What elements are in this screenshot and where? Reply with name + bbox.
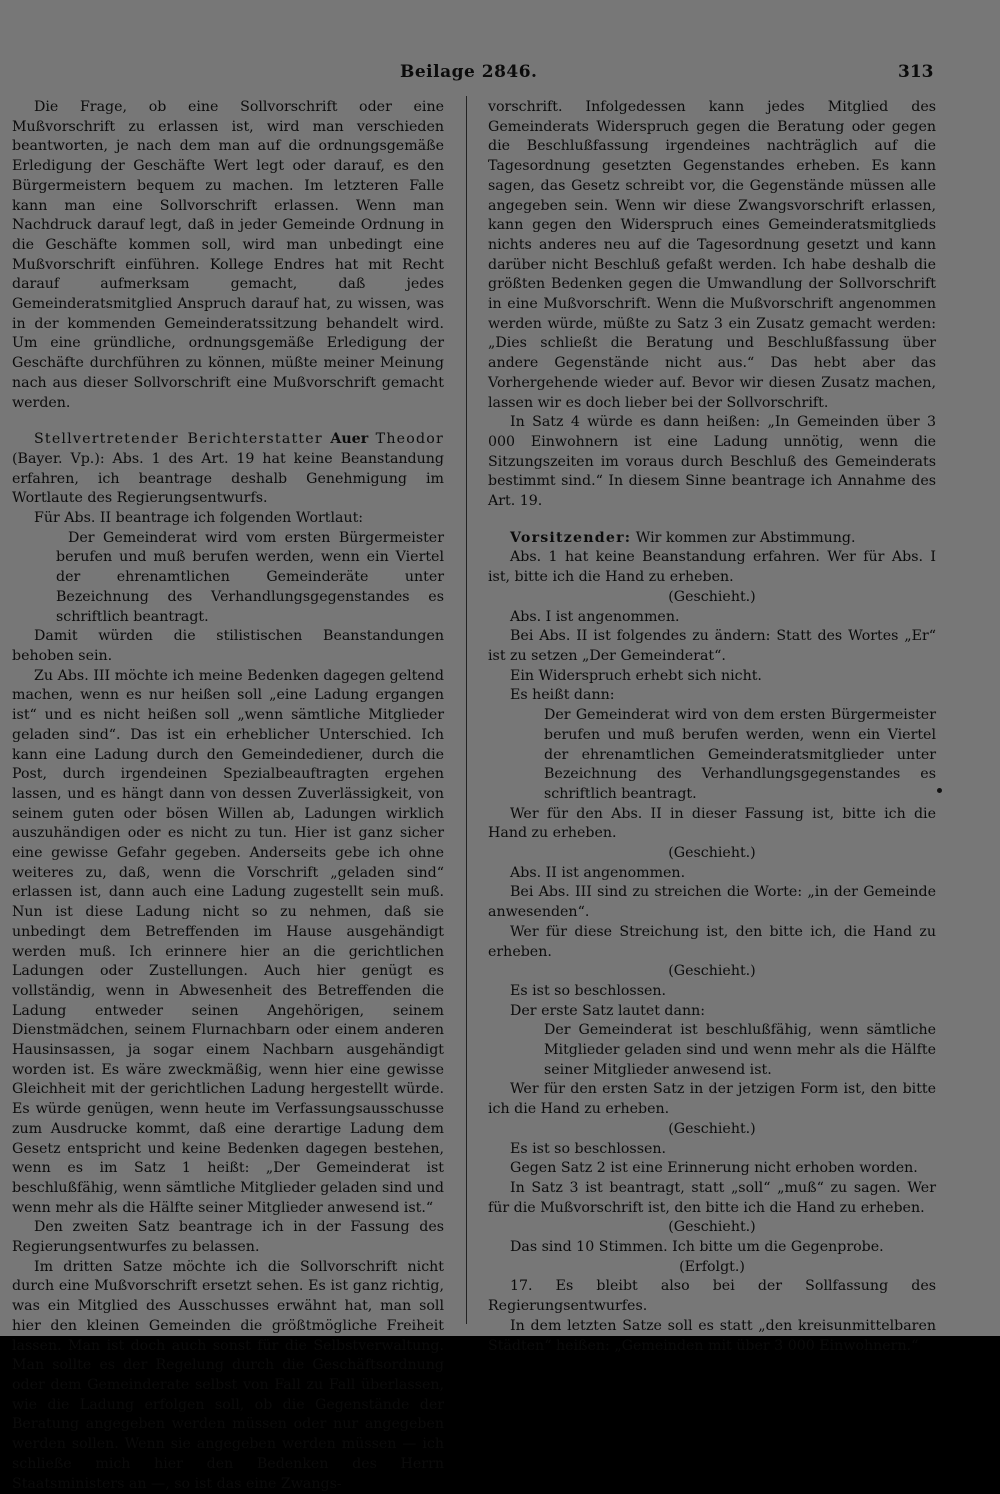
paragraph: Für Abs. II beantrage ich folgenden Wortlaut: [34, 510, 364, 527]
quoted-wording: Der Gemeinderat wird von dem ersten Bürgermeister berufen und muß berufen werden, wenn ein Viertel der ehrenamtlichen Gemeinderatsmitglieder unter Bezeichnung des Verhandlungsgegenstandes es schriftlich beantragt. [544, 707, 936, 802]
chair-text: Wir kommen zur Abstimmung. [635, 529, 856, 546]
paragraph: Gegen Satz 2 ist eine Erinnerung nicht erhoben worden. [510, 1160, 918, 1177]
chair-label: Vorsitzender: [510, 529, 632, 546]
paragraph: In Satz 3 ist beantragt, statt „soll“ „muß“ zu sagen. Wer für die Mußvorschrift ist, den bitte ich die Hand zu erheben. [488, 1179, 936, 1216]
page-header [0, 62, 1000, 86]
ink-dot [937, 788, 942, 793]
paragraph: Bei Abs. II ist folgendes zu ändern: Statt des Wortes „Er“ ist zu setzen „Der Gemeinderat“. [488, 628, 936, 664]
stage-direction: (Geschieht.) [668, 1120, 756, 1137]
paragraph: Abs. I ist angenommen. [510, 608, 680, 625]
paragraph: In Satz 4 würde es dann heißen: „In Gemeinden über 3 000 Einwohnern ist eine Ladung unnötig, wenn die Sitzungszeiten im voraus durch Beschluß des Gemeinderats bestimmt sind.“ In diesem Sinne beantrage ich Annahme des Art. 19. [488, 414, 936, 510]
paragraph: Das sind 10 Stimmen. Ich bitte um die Gegenprobe. [510, 1239, 884, 1256]
paragraph: Im dritten Satze möchte ich die Sollvorschrift nicht durch eine Mußvorschrift ersetzt sehen. Es ist ganz richtig, was ein Mitglied des Ausschusses erwähnt hat, man soll hier den kleinen Gemeinden die größtmögliche Freiheit lassen. Man ist doch auch sonst für die Selbstverwaltung. Man sollte es der Regelung durch die Geschäftsordnung oder dem Gemeinderate selbst von Fall zu Fall überlassen, wie die Ladung erfolgen soll, ob die Gegenstände der Beratung angegeben werden müssen oder nur angegeben werden sollen. Wenn sie angegeben werden müssen — ich schließe mich hier den Bedenken des Herrn Staatsministers an —, so ist das eine Zwangs- [12, 1258, 444, 1492]
right-column [488, 98, 936, 1356]
paragraph: Wer für den Abs. II in dieser Fassung ist, bitte ich die Hand zu erheben. [488, 805, 936, 842]
speaker-first-name: Theodor [375, 431, 444, 448]
page-title: Beilage 2846. [400, 62, 538, 82]
paragraph: Wer für diese Streichung ist, den bitte ich, die Hand zu erheben. [488, 923, 936, 960]
speaker-paragraph [12, 430, 444, 509]
left-column [12, 98, 444, 1494]
paragraph: Den zweiten Satz beantrage ich in der Fassung des Regierungsentwurfes zu belassen. [12, 1219, 444, 1256]
paragraph: 17. Es bleibt also bei der Sollfassung des Regierungsentwurfes. [488, 1278, 936, 1315]
quoted-wording: Der Gemeinderat wird vom ersten Bürgermeister berufen und muß berufen werden, wenn ein Viertel der ehrenamtlichen Gemeinderäte unter Bezeichnung des Verhandlungsgegenstandes es schriftlich beantragt. [56, 529, 444, 625]
paragraph: Abs. II ist angenommen. [510, 864, 686, 881]
paragraph: Damit würden die stilistischen Beanstandungen behoben sein. [12, 628, 444, 664]
stage-direction: (Geschieht.) [668, 845, 756, 862]
chair-paragraph [488, 529, 936, 549]
speaker-name: Auer [330, 431, 369, 448]
paragraph: vorschrift. Infolgedessen kann jedes Mitglied des Gemeinderats Widerspruch gegen die Beratung oder gegen die Beschlußfassung irgendeines nachträglich auf die Tagesordnung gesetzten Gegenstandes erheben. Es kann sagen, das Gesetz schreibt vor, die Gegenstände müssen alle angegeben sein. Wenn wir diese Zwangsvorschrift erlassen, kann gegen den Widerspruch eines Gemeinderatsmitglieds nichts anderes neu auf die Tagesordnung gesetzt und kann darüber nicht Beschluß gefaßt werden. Ich habe deshalb die größten Bedenken gegen die Umwandlung der Sollvorschrift in eine Mußvorschrift. Wenn die Mußvorschrift angenommen werden würde, müßte zu Satz 3 ein Zusatz gemacht werden: „Dies schließt die Beratung und Beschlußfassung über andere Gegenstände nicht aus.“ Das hebt aber das Vorhergehende wieder auf. Bevor wir diesen Zusatz machen, lassen wir es doch lieber bei der Sollvorschrift. [488, 99, 936, 411]
paragraph: Der erste Satz lautet dann: [510, 1002, 706, 1019]
stage-direction: (Geschieht.) [668, 1219, 756, 1236]
paragraph: Es heißt dann: [510, 687, 615, 704]
speaker-text: (Bayer. Vp.): Abs. 1 des Art. 19 hat keine Beanstandung erfahren, ich beantrage deshalb Genehmigung im Wortlaute des Regierungsentwurfs. [12, 450, 444, 507]
paragraph: Wer für den ersten Satz in der jetzigen Form ist, den bitte ich die Hand zu erheben. [488, 1081, 936, 1118]
speaker-title: Stellvertretender Berichterstatter [34, 431, 323, 448]
stage-direction: (Geschieht.) [668, 588, 756, 605]
stage-direction: (Geschieht.) [668, 963, 756, 980]
quoted-wording: Der Gemeinderat ist beschlußfähig, wenn sämtliche Mitglieder geladen sind und wenn mehr als die Hälfte seiner Mitglieder anwesend ist. [544, 1022, 936, 1078]
stage-direction: (Erfolgt.) [679, 1258, 745, 1275]
paragraph: Bei Abs. III sind zu streichen die Worte: „in der Gemeinde anwesenden“. [488, 884, 936, 921]
paragraph: Es ist so beschlossen. [510, 982, 667, 999]
paragraph: Ein Widerspruch erhebt sich nicht. [510, 667, 762, 684]
paragraph: Die Frage, ob eine Sollvorschrift oder eine Mußvorschrift zu erlassen ist, wird man verschieden beantworten, je nach dem man auf die ordnungsgemäße Erledigung der Geschäfte Wert legt oder darauf, es den Bürgermeistern bequem zu machen. Im letzteren Falle kann man eine Sollvorschrift erlassen. Wenn man Nachdruck darauf legt, daß in jeder Gemeinde Ordnung in die Geschäfte kommen soll, wird man unbedingt eine Mußvorschrift einführen. Kollege Endres hat mit Recht darauf aufmerksam gemacht, daß jedes Gemeinderatsmitglied Anspruch darauf hat, zu wissen, was in der kommenden Gemeinderatssitzung behandelt wird. Um eine gründliche, ordnungsgemäße Erledigung der Geschäfte durchführen zu können, müßte meiner Meinung nach aus dieser Sollvorschrift eine Mußvorschrift gemacht werden. [12, 99, 444, 411]
page-number: 313 [898, 62, 934, 82]
paragraph: Es ist so beschlossen. [510, 1140, 667, 1157]
paragraph: Abs. 1 hat keine Beanstandung erfahren. Wer für Abs. I ist, bitte ich die Hand zu erheben. [488, 549, 936, 586]
paragraph: In dem letzten Satze soll es statt „den kreisunmittelbaren Städten“ heißen: „Gemeinden mit über 3 000 Einwohnern.“ [488, 1317, 936, 1354]
paragraph: Zu Abs. III möchte ich meine Bedenken dagegen geltend machen, wenn es nur heißen soll „eine Ladung ergangen ist“ und es nicht heißen soll „wenn sämtliche Mitglieder geladen sind“. Das ist ein erheblicher Unterschied. Ich kann eine Ladung durch den Gemeindediener, durch die Post, durch irgendeinen Spezialbeauftragten ergehen lassen, und es hängt dann von dessen Zuverlässigkeit, von seinem guten oder bösen Willen ab, Ladungen wirklich auszuhändigen oder es nicht zu tun. Hier ist ganz sicher eine gewisse Gefahr gegeben. Anderseits gebe ich ohne weiteres zu, daß, wenn die Vorschrift „geladen sind“ erlassen ist, dann auch eine Ladung zugestellt sein muß. Nun ist diese Ladung nicht so zu nehmen, daß sie unbedingt dem Betreffenden im Hause ausgehändigt werden muß. Ich erinnere hier an die gerichtlichen Ladungen oder Zustellungen. Auch hier genügt es vollständig, wenn in Abwesenheit des Betreffenden die Ladung entweder seinen Angehörigen, seinem Dienstmädchen, seinem Flurnachbarn oder einem anderen Hausinsassen, ja sogar einem Nachbarn ausgehändigt worden ist. Es wäre zweckmäßig, wenn hier eine gewisse Gleichheit mit der gerichtlichen Ladung hergestellt würde. Es würde genügen, wenn heute im Verfassungsausschusse zum Ausdrucke kommt, daß eine derartige Ladung dem Gesetz entspricht und keine Bedenken dagegen bestehen, wenn es im Satz 1 heißt: „Der Gemeinderat ist beschlußfähig, wenn sämtliche Mitglieder geladen sind und wenn mehr als die Hälfte seiner Mitglieder anwesend ist.“ [12, 667, 444, 1216]
column-divider [466, 96, 467, 1324]
